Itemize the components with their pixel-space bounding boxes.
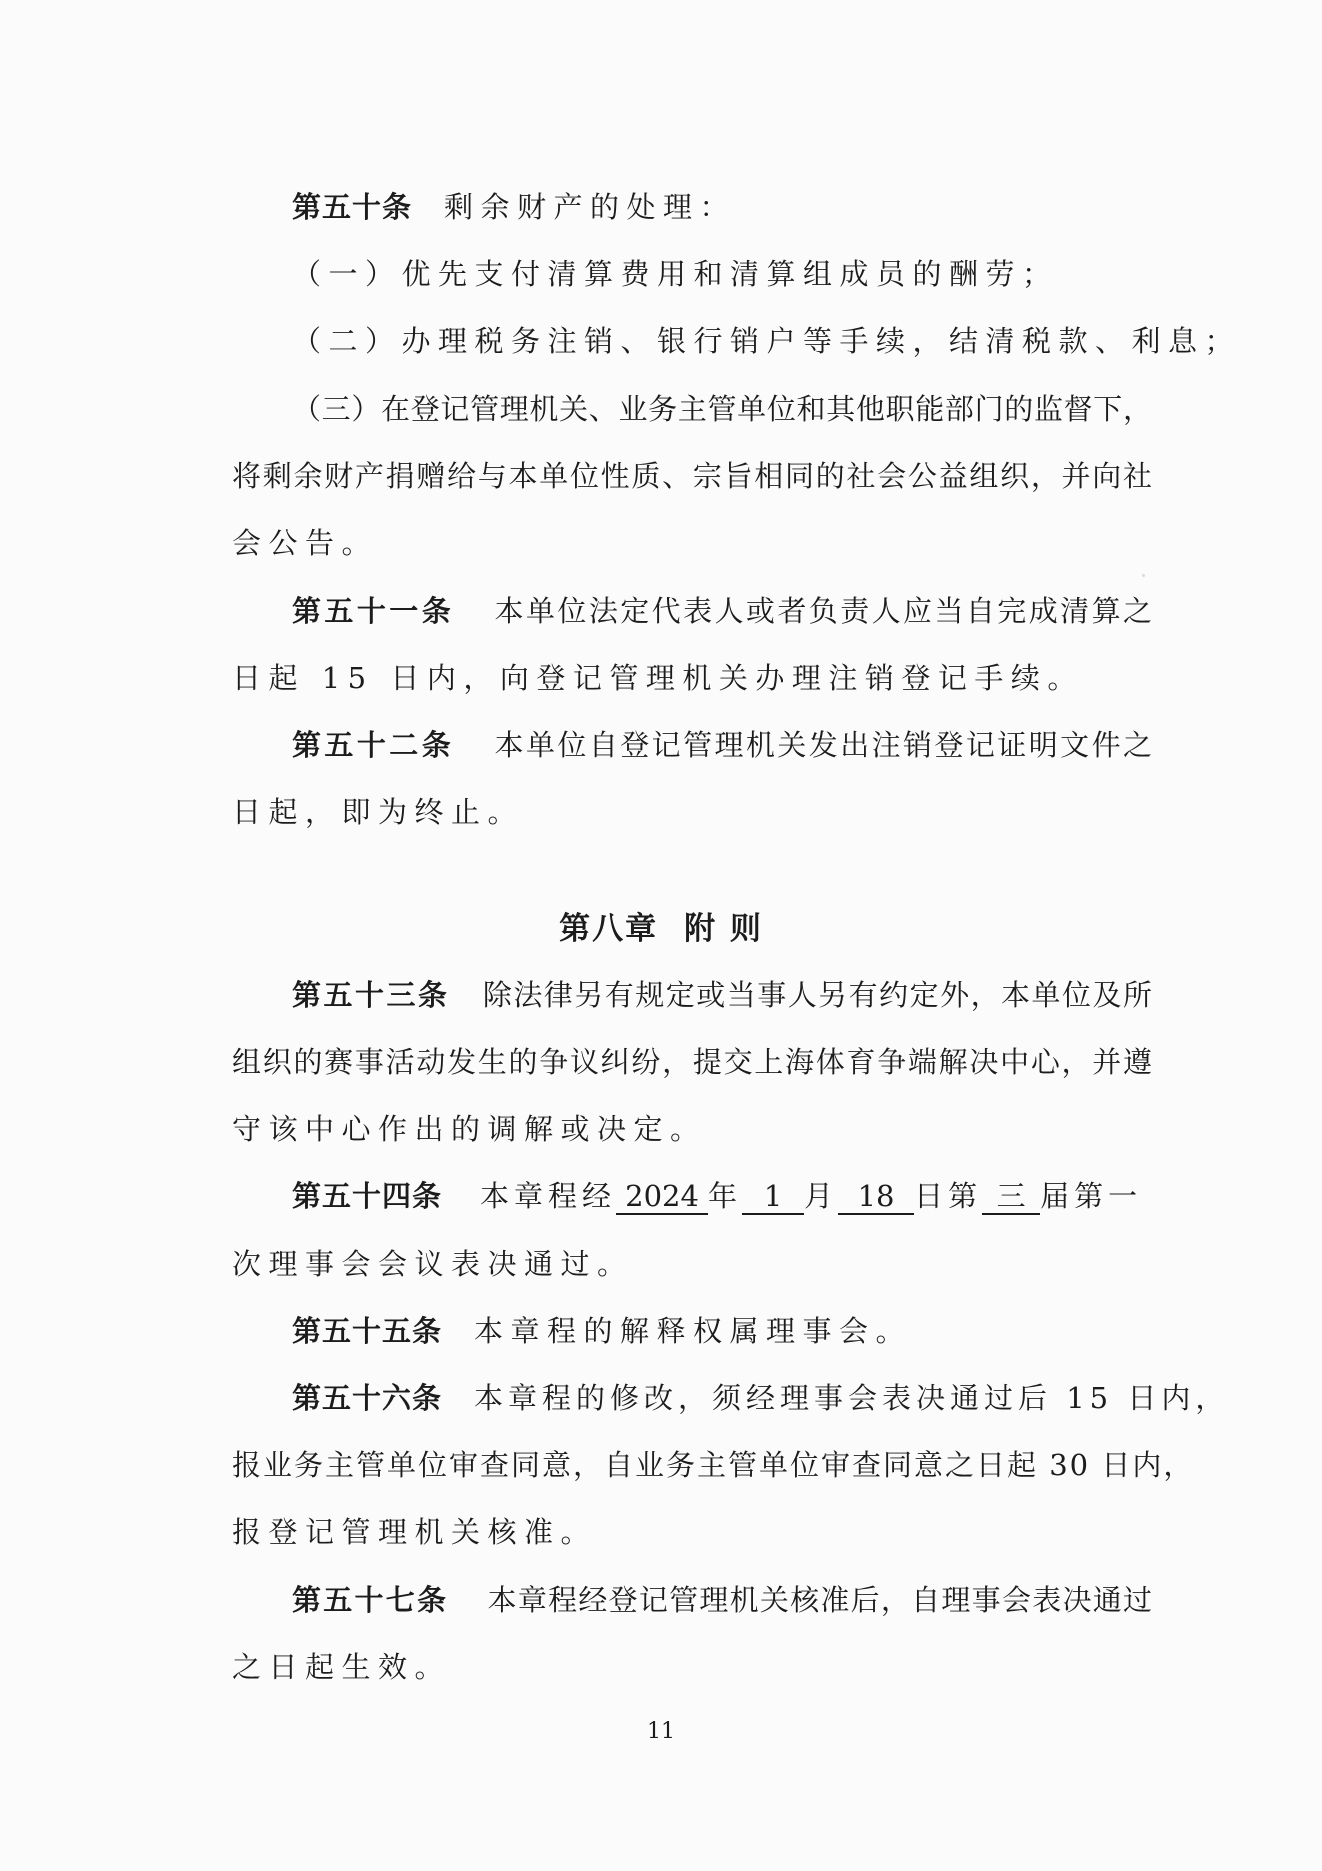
article-52-line-1 <box>292 725 1152 765</box>
article-54-line-2: 次理事会会议表决通过。 <box>232 1247 634 1281</box>
article-56-text: 本章程的修改，须经理事会表决通过后 15 日内， <box>474 1381 1230 1415</box>
article-50-heading <box>292 187 736 227</box>
article-50-item-2: （二）办理税务注销、银行销户等手续，结清税款、利息； <box>292 324 1242 358</box>
article-54-prefix: 本章程经 <box>480 1179 617 1213</box>
article-54-month: 1 <box>742 1179 804 1215</box>
article-53-line-3: 守该中心作出的调解或决定。 <box>232 1112 707 1146</box>
article-50-label: 第五十条 <box>292 190 413 224</box>
article-56-label: 第五十六条 <box>292 1381 443 1415</box>
article-57-label: 第五十七条 <box>292 1583 449 1617</box>
article-54-day-unit: 日第 <box>914 1179 983 1213</box>
article-51-label: 第五十一条 <box>292 594 455 628</box>
article-50-text: 剩余财产的处理： <box>444 190 737 224</box>
chapter-number: 第八章 <box>559 911 659 947</box>
article-50-item-3: （三）在登记管理机关、业务主管单位和其他职能部门的监督下， <box>292 392 1152 426</box>
article-54-month-unit: 月 <box>804 1179 839 1213</box>
article-53-line-1 <box>292 975 1152 1015</box>
article-52-label: 第五十二条 <box>292 728 455 762</box>
article-57-text: 本章程经登记管理机关核准后，自理事会表决通过 <box>486 1583 1152 1617</box>
article-52-text: 本单位自登记管理机关发出注销登记证明文件之 <box>492 728 1152 762</box>
article-54-day: 18 <box>838 1179 914 1215</box>
article-53-label: 第五十三条 <box>292 978 450 1012</box>
article-56-line-1 <box>292 1378 1229 1418</box>
article-50-item-3-end: 会公告。 <box>232 526 379 560</box>
article-57-line-1 <box>292 1580 1152 1620</box>
article-55 <box>292 1311 912 1351</box>
article-55-text: 本章程的解释权属理事会。 <box>474 1314 913 1348</box>
article-51-line-1 <box>292 591 1152 631</box>
chapter-title: 附 则 <box>684 911 763 947</box>
article-54-label: 第五十四条 <box>292 1179 443 1213</box>
article-56-line-2: 报业务主管单位审查同意，自业务主管单位审查同意之日起 30 日内， <box>232 1448 1195 1482</box>
article-53-line-2: 组织的赛事活动发生的争议纠纷，提交上海体育争端解决中心，并遵 <box>232 1045 1152 1079</box>
article-52-line-2: 日起，即为终止。 <box>232 795 525 829</box>
article-51-text: 本单位法定代表人或者负责人应当自完成清算之 <box>492 594 1152 628</box>
article-54-line-1 <box>292 1176 1142 1216</box>
article-50-item-3-cont: 将剩余财产捐赠给与本单位性质、宗旨相同的社会公益组织，并向社 <box>232 459 1152 493</box>
article-54-year: 2024 <box>616 1179 708 1215</box>
article-55-label: 第五十五条 <box>292 1314 443 1348</box>
article-53-text: 除法律另有规定或当事人另有约定外，本单位及所 <box>481 978 1152 1012</box>
article-54-suffix: 届第一 <box>1040 1179 1143 1213</box>
chapter-heading <box>0 909 1322 949</box>
article-56-line-3: 报登记管理机关核准。 <box>232 1515 598 1549</box>
page-number: 11 <box>647 1719 675 1744</box>
article-51-line-2: 日起 15 日内，向登记管理机关办理注销登记手续。 <box>232 661 1084 695</box>
scan-speck <box>1142 574 1145 577</box>
article-54-session: 三 <box>982 1179 1040 1215</box>
article-54-year-unit: 年 <box>708 1179 743 1213</box>
article-50-item-1: （一）优先支付清算费用和清算组成员的酬劳； <box>292 257 1059 291</box>
article-57-line-2: 之日起生效。 <box>232 1650 452 1684</box>
